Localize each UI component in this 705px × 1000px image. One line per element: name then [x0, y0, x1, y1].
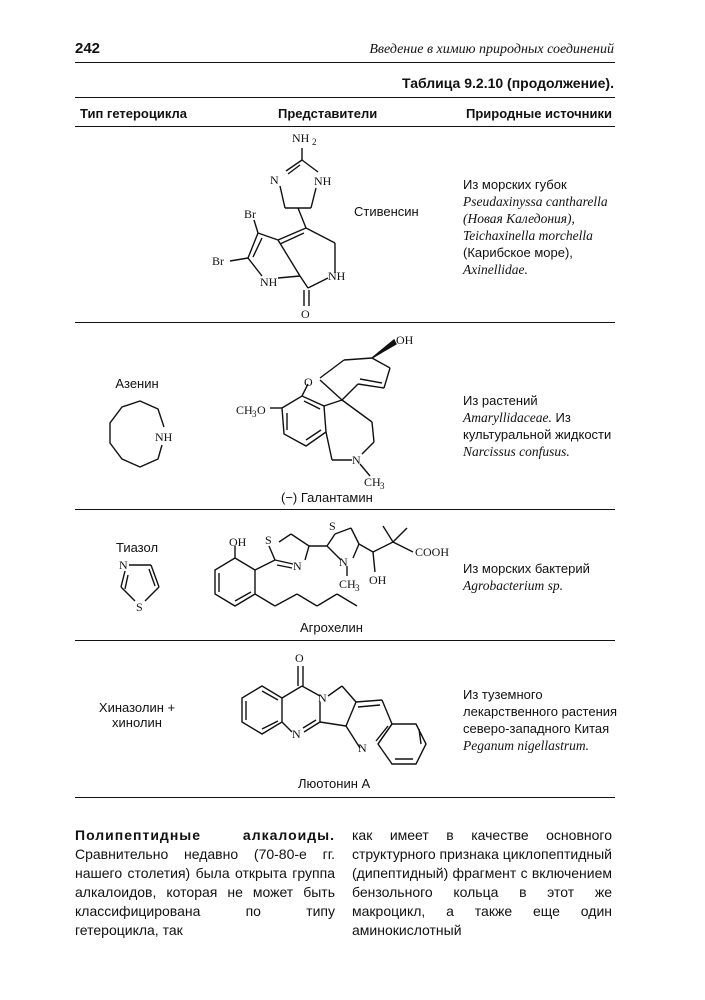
section-heading: Полипептидные алкалоиды. — [75, 827, 335, 843]
body-right-column — [352, 826, 612, 940]
source-galanthamine: Из растений Amaryllidaceae. Из культуральной жидкости Narcissus confusus. — [463, 393, 612, 459]
heterocycle-name-thiazole: Тиазол — [115, 540, 159, 555]
source-agrochelin: Из морских бактерий Agrobacterium sp. — [463, 561, 590, 593]
svg-text:3: 3 — [252, 409, 257, 419]
svg-text:S: S — [136, 600, 143, 614]
row-rule-1 — [75, 322, 615, 323]
page-number: 242 — [75, 40, 101, 57]
svg-text:O: O — [257, 403, 266, 417]
luotonin-a-structure — [232, 644, 432, 779]
heterocycle-name-azenine: Азенин — [115, 376, 159, 391]
svg-text:NH: NH — [328, 269, 346, 283]
column-header-sources: Природные источники — [466, 106, 612, 121]
svg-text:CH: CH — [364, 475, 381, 489]
svg-text:O: O — [301, 307, 310, 321]
compound-name-agrochelin: Агрохелин — [300, 620, 363, 635]
azenine-structure — [100, 393, 190, 483]
body-left-column — [75, 826, 335, 940]
svg-text:OH: OH — [229, 535, 247, 549]
svg-text:2: 2 — [312, 137, 317, 147]
compound-name-luotonin-a: Люотонин А — [298, 776, 371, 791]
svg-text:N: N — [352, 453, 361, 467]
svg-text:NH: NH — [314, 174, 332, 188]
table-bottom-rule — [75, 797, 615, 798]
table-caption: Таблица 9.2.10 (продолжение). — [401, 75, 614, 91]
svg-text:N: N — [339, 555, 348, 569]
svg-text:S: S — [265, 533, 272, 547]
body-left-text: Сравнительно недавно (70-80-е гг. нашего столетия) была открыта группа алкалоидов, которая не может быть классифицирована по типу гетероцикла, так — [75, 846, 335, 938]
svg-text:OH: OH — [369, 573, 387, 587]
row-rule-2 — [75, 509, 615, 510]
table-top-rule — [75, 97, 615, 98]
svg-text:N: N — [318, 691, 327, 705]
source-luotonin-a: Из туземного лекарственного растения северо-западного Китая Peganum nigellastrum. — [463, 687, 618, 753]
thiazole-structure — [105, 555, 175, 615]
table-header-rule — [75, 126, 615, 127]
stevensine-structure — [200, 128, 350, 323]
svg-text:O: O — [304, 375, 313, 389]
svg-text:N: N — [358, 741, 367, 755]
svg-text:S: S — [329, 519, 336, 533]
svg-text:CH: CH — [236, 403, 253, 417]
svg-text:O: O — [295, 651, 304, 665]
svg-text:OH: OH — [396, 333, 414, 347]
svg-text:3: 3 — [355, 583, 360, 593]
svg-text:NH: NH — [155, 430, 173, 444]
running-title: Введение в химию природных соединений — [369, 42, 614, 57]
svg-text:NH: NH — [292, 131, 310, 145]
svg-text:N: N — [119, 558, 128, 572]
svg-text:Br: Br — [212, 254, 224, 268]
body-right-text: как имеет в качестве основного структурного признака циклопептидный (дипептидный) фрагмент с включением бензольного кольца в этот же макроцикл, а также еще один аминокислотный — [352, 827, 612, 938]
svg-text:N: N — [270, 173, 279, 187]
agrochelin-structure — [205, 514, 465, 634]
svg-text:N: N — [292, 727, 301, 741]
svg-text:Br: Br — [244, 207, 256, 221]
compound-name-galanthamine: (−) Галантамин — [281, 490, 373, 505]
header-rule — [75, 62, 615, 63]
compound-name-stevensine: Стивенсин — [354, 204, 419, 219]
galanthamine-structure — [232, 326, 432, 491]
row-rule-3 — [75, 640, 615, 641]
column-header-heterocycle: Тип гетероцикла — [80, 106, 187, 121]
svg-text:N: N — [293, 559, 302, 573]
heterocycle-name-quinazoline-quinoline: Хиназолин + хинолин — [98, 700, 176, 730]
svg-text:3: 3 — [380, 481, 385, 491]
svg-text:NH: NH — [260, 275, 278, 289]
svg-text:CH: CH — [339, 577, 356, 591]
source-stevensine: Из морских губок Pseudaxinyssa cantharella (Новая Каледония), Teichaxinella morchella (Карибское море), Axinellidae. — [463, 177, 608, 277]
svg-text:COOH: COOH — [415, 545, 450, 559]
column-header-representatives: Представители — [278, 106, 378, 121]
